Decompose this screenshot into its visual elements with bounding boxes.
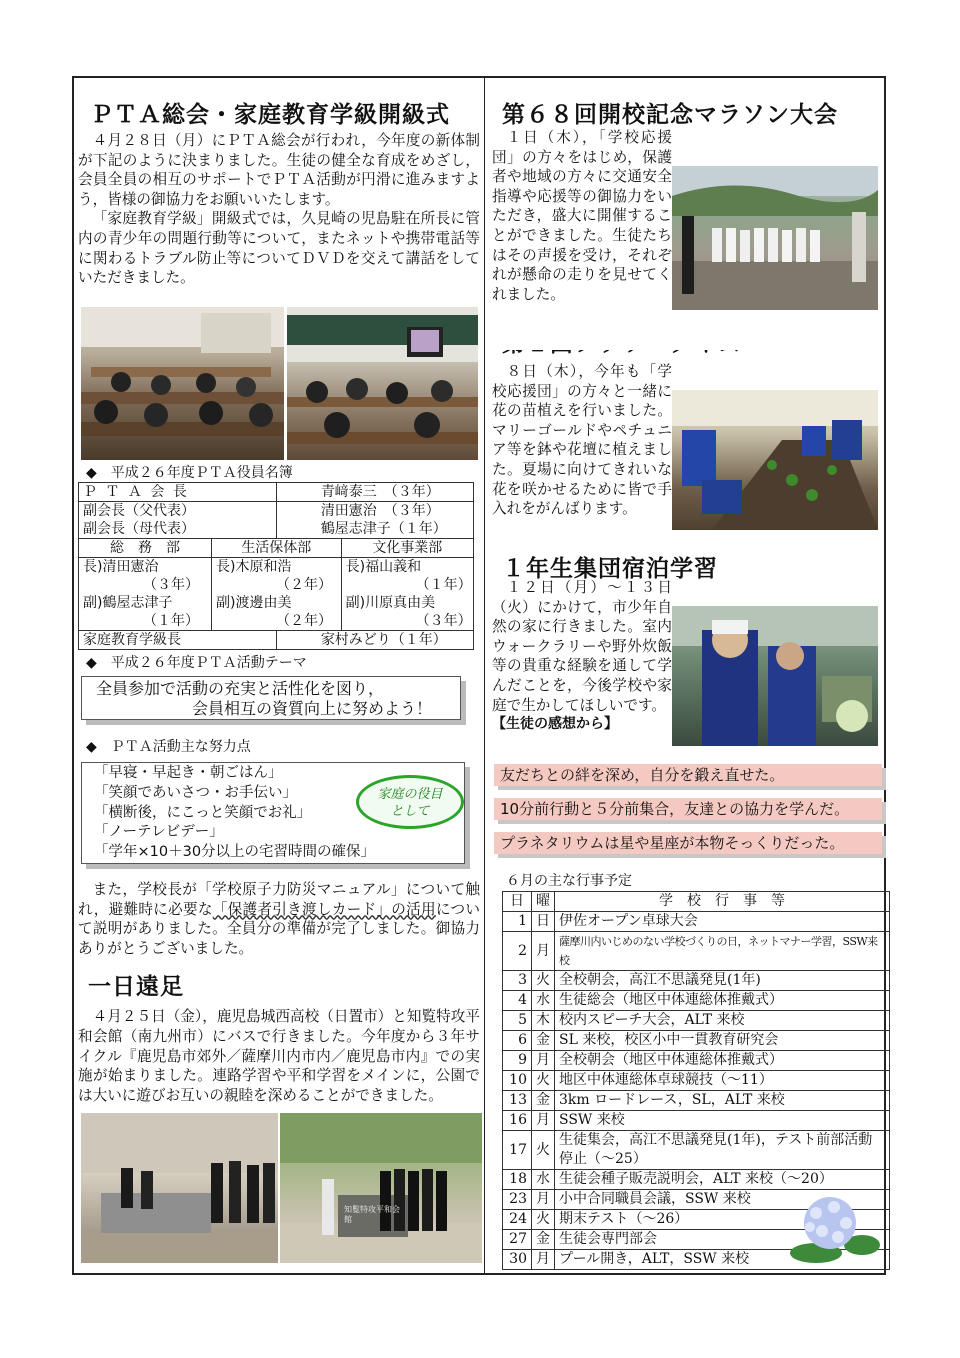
dept-header: 生活保体部: [212, 539, 342, 558]
monument-sign-text: 知覧特攻平和会館: [344, 1205, 400, 1224]
marathon-photo-overlay: [672, 166, 878, 310]
effort-item: 「学年×10＋30分以上の宅習時間の確保」: [94, 844, 376, 861]
member-grade: （１年）: [143, 613, 199, 629]
theme-box: [81, 676, 461, 720]
dept-header: 文化事業部: [341, 539, 473, 558]
dept-header: 総 務 部: [79, 539, 212, 558]
day-cell: 27: [503, 1230, 532, 1250]
table-row: [503, 1011, 890, 1031]
roster-heading: ◆ 平成２６年度ＰＴＡ役員名簿: [86, 465, 293, 481]
effort-item: 「笑顔であいさつ・お手伝い」: [94, 784, 297, 801]
day-cell: 24: [503, 1210, 532, 1230]
oval-line: として: [390, 804, 430, 819]
member-grade: （２年）: [276, 613, 332, 629]
effort-item: 「ノーテレビデー」: [94, 824, 224, 841]
officer-label: 副会長（父代表）: [79, 502, 277, 521]
event-cell: 伊佐オープン卓球大会: [555, 912, 890, 932]
weekday-cell: 火: [532, 1131, 555, 1170]
event-cell: 生徒会種子販売説明会，ALT 来校（～20）: [555, 1170, 890, 1190]
officer-name: 青﨑泰三 （３年）: [276, 483, 473, 502]
officer-name: 鶴屋志津子（１年）: [276, 520, 473, 539]
table-row: [79, 558, 474, 631]
right-column: [490, 78, 882, 129]
dept-member: [212, 558, 342, 631]
weekday-cell: 月: [532, 1051, 555, 1071]
runners-image: [672, 166, 878, 310]
event-cell: 校内スピーチ大会，ALT 来校: [555, 1011, 890, 1031]
excursion-classroom-photo: [81, 1113, 278, 1263]
weekday-cell: 金: [532, 1230, 555, 1250]
member-name: 長)清田憲治: [83, 559, 159, 575]
day-cell: 13: [503, 1091, 532, 1111]
day-cell: 17: [503, 1131, 532, 1170]
pta-title: ＰＴＡ総会・家庭教育学級開級式: [90, 102, 450, 128]
day-cell: 16: [503, 1111, 532, 1131]
event-cell: 期末テスト（～26）: [555, 1210, 890, 1230]
underlined-text: 「保護者引き渡しカード」の活用: [212, 900, 436, 918]
officer-label: 副会長（母代表）: [79, 520, 277, 539]
marathon-text: １日（木），「学校応援団」の方々をはじめ，保護者や地域の方々に交通安全指導や応援等の御協力をいただき，盛大に開催することができました。生徒たちはその声援を受け，それぞれが懸命の走りを見せてくれました。: [492, 129, 672, 303]
table-row: [503, 1051, 890, 1071]
roster-section: [78, 462, 480, 1105]
weekday-cell: 火: [532, 971, 555, 991]
day-cell: 5: [503, 1011, 532, 1031]
event-cell: 全校朝会，高江不思議発見(1年): [555, 971, 890, 991]
pta-paragraph-1: ４月２８日（月）にＰＴＡ総会が行われ，今年度の新体制が下記のように決まりました。生徒の健全な育成をめざし，会員全員の相互のサポートでＰＴＡ活動が円滑に進みますよう，皆様の御協力をお願いいたします。: [78, 132, 480, 208]
table-header-row: [503, 892, 890, 912]
header-cell: 学 校 行 事 等: [555, 892, 890, 912]
hydrangea-icon: [786, 1183, 882, 1273]
table-row: [503, 971, 890, 991]
camp-title: １年生集団宿泊学習: [502, 556, 718, 582]
weekday-cell: 木: [532, 1011, 555, 1031]
marathon-title: 第６８回開校記念マラソン大会: [502, 102, 838, 128]
event-cell: 全校朝会（地区中体連総体推戴式）: [555, 1051, 890, 1071]
excursion-peace-hall-photo: [280, 1113, 482, 1263]
member-grade: （１年）: [415, 577, 472, 593]
theme-line: 全員参加で活動の充実と活性化を図り，: [96, 679, 385, 698]
pta-paragraph-3: [78, 880, 480, 958]
member-grade: （３年）: [143, 577, 199, 593]
member-name: 副)渡邊由美: [216, 595, 292, 611]
tv-lecture-photo: [287, 307, 478, 460]
event-cell: SL 来校，校区小中一貫教育研究会: [555, 1031, 890, 1051]
officer-name: 家村みどり（１年）: [276, 631, 473, 650]
dept-member: [341, 558, 473, 631]
excursion-title: 一日遠足: [88, 974, 184, 1001]
day-cell: 3: [503, 971, 532, 991]
camp-text: １２日（月）～１３日（火）にかけて，市少年自然の家に行きました。室内ウォークラリーや野外炊飯等の貴重な経験を通して学んだことを，今後学校や家庭で生かしてほしいです。: [492, 579, 672, 714]
weekday-cell: 月: [532, 1111, 555, 1131]
weekday-cell: 日: [532, 912, 555, 932]
table-row: [503, 1071, 890, 1091]
left-column: [78, 78, 480, 288]
day-cell: 4: [503, 991, 532, 1011]
day-cell: 2: [503, 932, 532, 971]
member-grade: （２年）: [276, 577, 332, 593]
theme-heading: ◆ 平成２６年度ＰＴＡ活動テーマ: [86, 655, 307, 671]
weekday-cell: 金: [532, 1091, 555, 1111]
table-row: [503, 912, 890, 932]
weekday-cell: 月: [532, 1190, 555, 1210]
efforts-heading: ◆ ＰＴＡ活動主な努力点: [86, 739, 251, 755]
officer-label: 家庭教育学級長: [79, 631, 277, 650]
group-monument-photo: [280, 1113, 482, 1263]
flower-photo-overlay: [672, 390, 878, 530]
students-lab-photo: [81, 1113, 278, 1263]
family-education-photo: [287, 307, 478, 460]
efforts-box: [81, 762, 465, 864]
schedule-table-wrap: [502, 891, 890, 1270]
impressions-list: [494, 764, 878, 854]
table-row: [79, 539, 474, 558]
officer-name: 清田憲治 （３年）: [276, 502, 473, 521]
weekday-cell: 水: [532, 1170, 555, 1190]
event-cell: プール開き，ALT，SSW 来校: [555, 1250, 890, 1270]
day-cell: 30: [503, 1250, 532, 1270]
member-grade: （３年）: [415, 613, 472, 629]
table-row: [503, 1091, 890, 1111]
day-cell: 1: [503, 912, 532, 932]
weekday-cell: 月: [532, 932, 555, 971]
camp-photo-overlay: [672, 606, 878, 746]
weekday-cell: 火: [532, 1071, 555, 1091]
day-cell: 10: [503, 1071, 532, 1091]
table-row: [79, 631, 474, 650]
weekday-cell: 火: [532, 1210, 555, 1230]
theme-line: 会員相互の資質向上に努めよう！: [192, 699, 433, 718]
event-cell: 3km ロードレース，SL，ALT 来校: [555, 1091, 890, 1111]
dept-member: [79, 558, 212, 631]
table-row: [79, 483, 474, 502]
table-row: [503, 1031, 890, 1051]
para-text: また，学校長が「学校原子力防災マニュアル」について触れ，避難時に必要な: [78, 881, 480, 918]
impression-bar: 友だちとの絆を深め，自分を鍛え直せた。: [494, 764, 882, 786]
day-cell: 6: [503, 1031, 532, 1051]
weekday-cell: 金: [532, 1031, 555, 1051]
cooking-image: [672, 606, 878, 746]
table-row: [503, 1111, 890, 1131]
weekday-cell: 水: [532, 991, 555, 1011]
event-cell: SSW 来校: [555, 1111, 890, 1131]
member-name: 副)川原真由美: [345, 595, 436, 611]
effort-item: 「早寝・早起き・朝ごはん」: [94, 765, 283, 781]
event-cell: 小中合同職員会議，SSW 来校: [555, 1190, 890, 1210]
weekday-cell: 月: [532, 1250, 555, 1270]
event-cell: 生徒総会（地区中体連総体推戴式）: [555, 991, 890, 1011]
impressions-label: 【生徒の感想から】: [492, 716, 618, 733]
member-name: 長)福山義和: [345, 559, 422, 575]
effort-item: 「横断後，にこっと笑顔でお礼」: [94, 804, 312, 821]
day-cell: 18: [503, 1170, 532, 1190]
table-row: [79, 520, 474, 539]
officers-table: [78, 482, 474, 650]
flower-text: ８日（木），今年も「学校応援団」の方々と一緒に花の苗植えを行いました。マリーゴールドやペチュニア等を鉢や花壇に植えました。夏場に向けてきれいな花を咲かせるために皆で手入れをがんばります。: [492, 363, 672, 518]
member-name: 副)鶴屋志津子: [83, 595, 173, 611]
officer-label: Ｐ Ｔ Ａ 会 長: [79, 483, 277, 502]
family-role-oval: [356, 775, 464, 829]
table-row: [503, 991, 890, 1011]
event-cell: 薩摩川内いじめのない学校づくりの日，ネットマナー学習，SSW来校: [555, 932, 890, 971]
schedule-caption: ６月の主な行事予定: [506, 873, 632, 889]
para-text: について説明がありました。全員分の準備が完了しました。御協力ありがとうございました。: [78, 900, 480, 957]
event-cell: 生徒集会，高江不思議発見(1年)，テスト前部活動停止（～25）: [555, 1131, 890, 1170]
pta-meeting-photo: [81, 307, 284, 460]
event-cell: 地区中体連総体卓球競技（～11）: [555, 1071, 890, 1091]
member-name: 長)木原和浩: [216, 559, 292, 575]
table-row: [503, 1131, 890, 1170]
header-cell: 日: [503, 892, 532, 912]
column-divider: [484, 78, 485, 1273]
pta-paragraph-2: 「家庭教育学級」開級式では，久見崎の児島駐在所長に管内の青少年の問題行動等について，またネットや携帯電話等に関わるトラブル防止等についてＤＶＤを交えて講話をしていただきました。: [78, 210, 480, 287]
table-row: [79, 502, 474, 521]
header-cell: 曜: [532, 892, 555, 912]
table-row: [503, 932, 890, 971]
oval-line: 家庭の役目: [377, 787, 443, 802]
planting-image: [672, 390, 878, 530]
excursion-paragraph: ４月２５日（金），鹿児島城西高校（日置市）と知覧特攻平和会館（南九州市）にバスで行きました。今年度から３年サイクル『鹿児島市郊外／薩摩川内市内／鹿児島市内』での実施が始まりました。連路学習や平和学習をメインに，公園では大いに遊びお互いの親睦を深めることができました。: [78, 1008, 480, 1104]
day-cell: 9: [503, 1051, 532, 1071]
impression-bar: プラネタリウムは星や星座が本物そっくりだった。: [494, 832, 882, 854]
classroom-desks-photo: [81, 307, 284, 460]
day-cell: 23: [503, 1190, 532, 1210]
impression-bar: 10分前行動と５分前集合，友達との協力を学んだ。: [494, 798, 882, 820]
event-cell: 生徒会専門部会: [555, 1230, 890, 1250]
